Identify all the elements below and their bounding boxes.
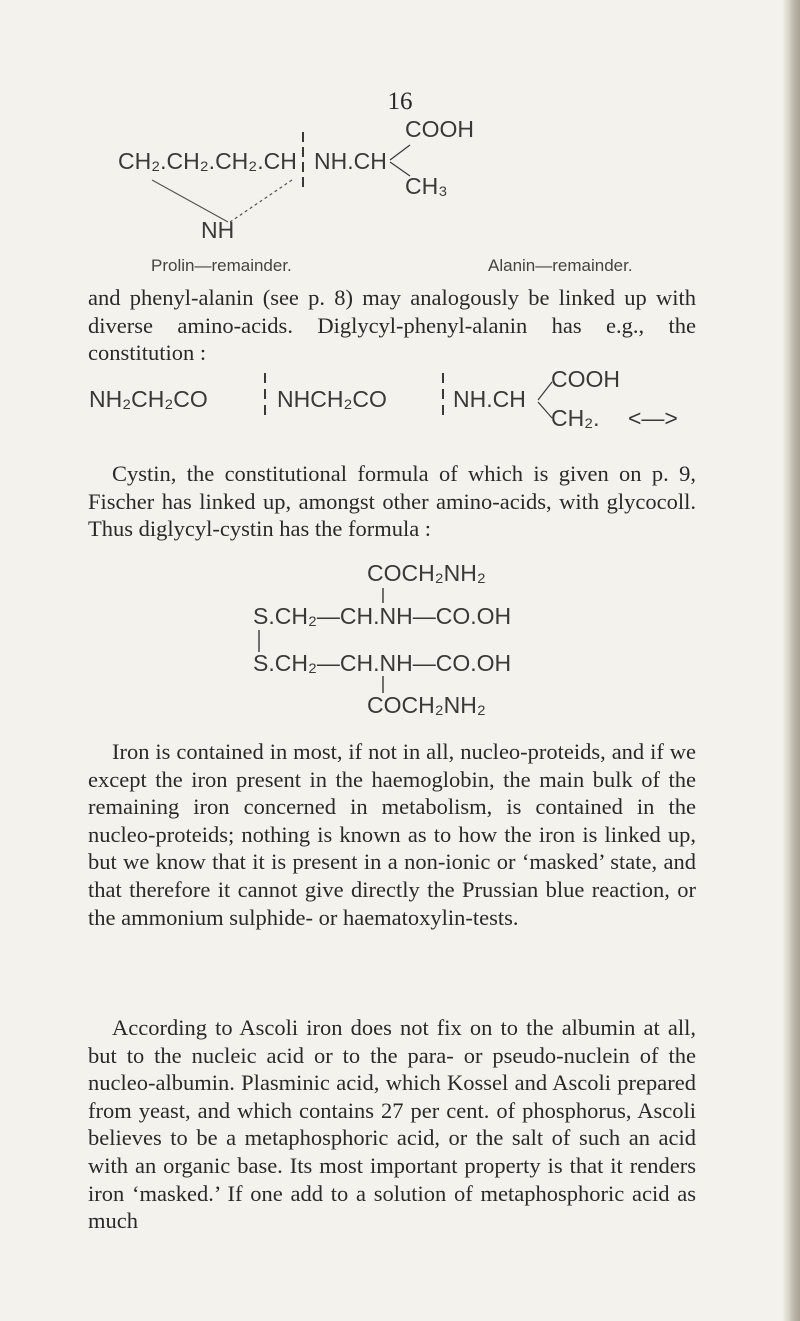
paragraph-cystin: Cystin, the constitutional formula of which is given on p. 9, Fischer has linked up, amongst other amino-acids, with glycocoll. Thus diglycyl-cystin has the formula : (88, 461, 696, 542)
caption-alanin: Alanin—remainder. (488, 256, 633, 275)
formula3-bottom: COCH₂NH₂ (367, 692, 486, 718)
caption-prolin: Prolin—remainder. (151, 256, 292, 275)
formula2-benzene-symbol: <—> (628, 405, 678, 431)
formula3-row1: S.CH₂—CH.NH—CO.OH (253, 603, 512, 629)
paragraph-phenyl-alanin: and phenyl-alanin (see p. 8) may analogously be linked up with diverse amino-acids. Diglycyl-phenyl-alanin has e.g., the constitution : (88, 285, 696, 366)
formula1-nh: NH (201, 217, 235, 243)
formula2-part2: NHCH₂CO (277, 386, 387, 412)
formula1-ch3: CH₃ (405, 173, 448, 199)
formula2-cooh: COOH (551, 366, 620, 392)
formula3-top: COCH₂NH₂ (367, 560, 486, 586)
formula2-part1: NH₂CH₂CO (89, 386, 208, 412)
formula3-row2: S.CH₂—CH.NH—CO.OH (253, 650, 512, 676)
formula2-ch2: CH₂. (551, 405, 600, 431)
formula1-right-group: NH.CH (314, 148, 387, 174)
paragraph-ascoli: According to Ascoli iron does not fix on to the albumin at all, but to the nucleic acid or to the para- or pseudo-nuclein of the nucleo-albumin. Plasminic acid, which Kossel and Ascoli prepared from yeast, and which contains 27 per cent. of phosphorus, Ascoli believes to be a metaphosphoric acid, or the salt of such an acid with an organic base. Its most important property is that it renders iron ‘masked.’ If one add to a solution of metaphosphoric acid as much (88, 1015, 696, 1234)
formula1-cooh: COOH (405, 116, 474, 142)
formula1-left-chain: CH₂.CH₂.CH₂.CH (118, 148, 297, 174)
paragraph-iron: Iron is contained in most, if not in all, nucleo-proteids, and if we except the iron present in the haemoglobin, the main bulk of the remaining iron concerned in metabolism, is contained in the nucleo-proteids; nothing is known as to how the iron is linked up, but we know that it is present in a non-ionic or ‘masked’ state, and that therefore it cannot give directly the Prussian blue reaction, or the ammonium sulphide- or haematoxylin-tests. (88, 739, 696, 930)
formula2-part3: NH.CH (453, 386, 526, 412)
page-number: 16 (387, 88, 413, 115)
